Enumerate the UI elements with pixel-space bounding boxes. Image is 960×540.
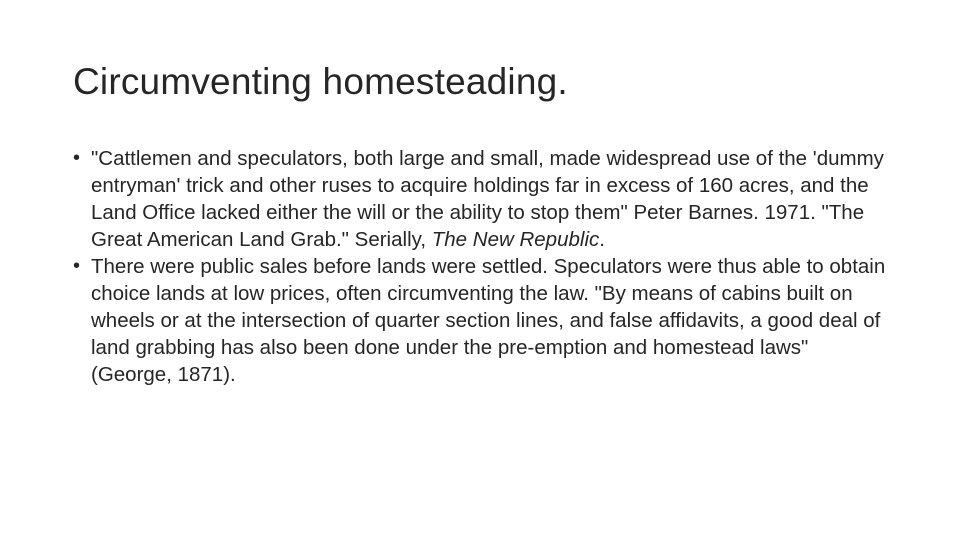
bullet-item-cattlemen bbox=[73, 145, 893, 253]
bullet-item-public-sales bbox=[73, 253, 893, 388]
bullet-text: "Cattlemen and speculators, both large and small, made widespread use of the 'dummy entryman' trick and other ruses to acquire holdings far in excess of 160 acres, and the Land Office lacked either the will or the ability to stop them" Peter Barnes. 1971. "The Great American Land Grab." Serially, bbox=[91, 147, 884, 251]
bullet-text: There were public sales before lands were settled. Speculators were thus able to obtain choice lands at low prices, often circumventing the law. "By means of cabins built on wheels or at the intersection of quarter section lines, and false affidavits, a good deal of land grabbing has also been done under the pre-emption and homestead laws" (George, 1871). bbox=[91, 255, 886, 386]
publication-title: The New Republic bbox=[431, 228, 600, 251]
bullet-marker: • bbox=[73, 147, 81, 169]
bullet-text-end: . bbox=[599, 228, 605, 251]
bullet-marker: • bbox=[73, 255, 81, 277]
slide-title: Circumventing homesteading. bbox=[73, 61, 568, 102]
bullet-list bbox=[73, 145, 893, 388]
